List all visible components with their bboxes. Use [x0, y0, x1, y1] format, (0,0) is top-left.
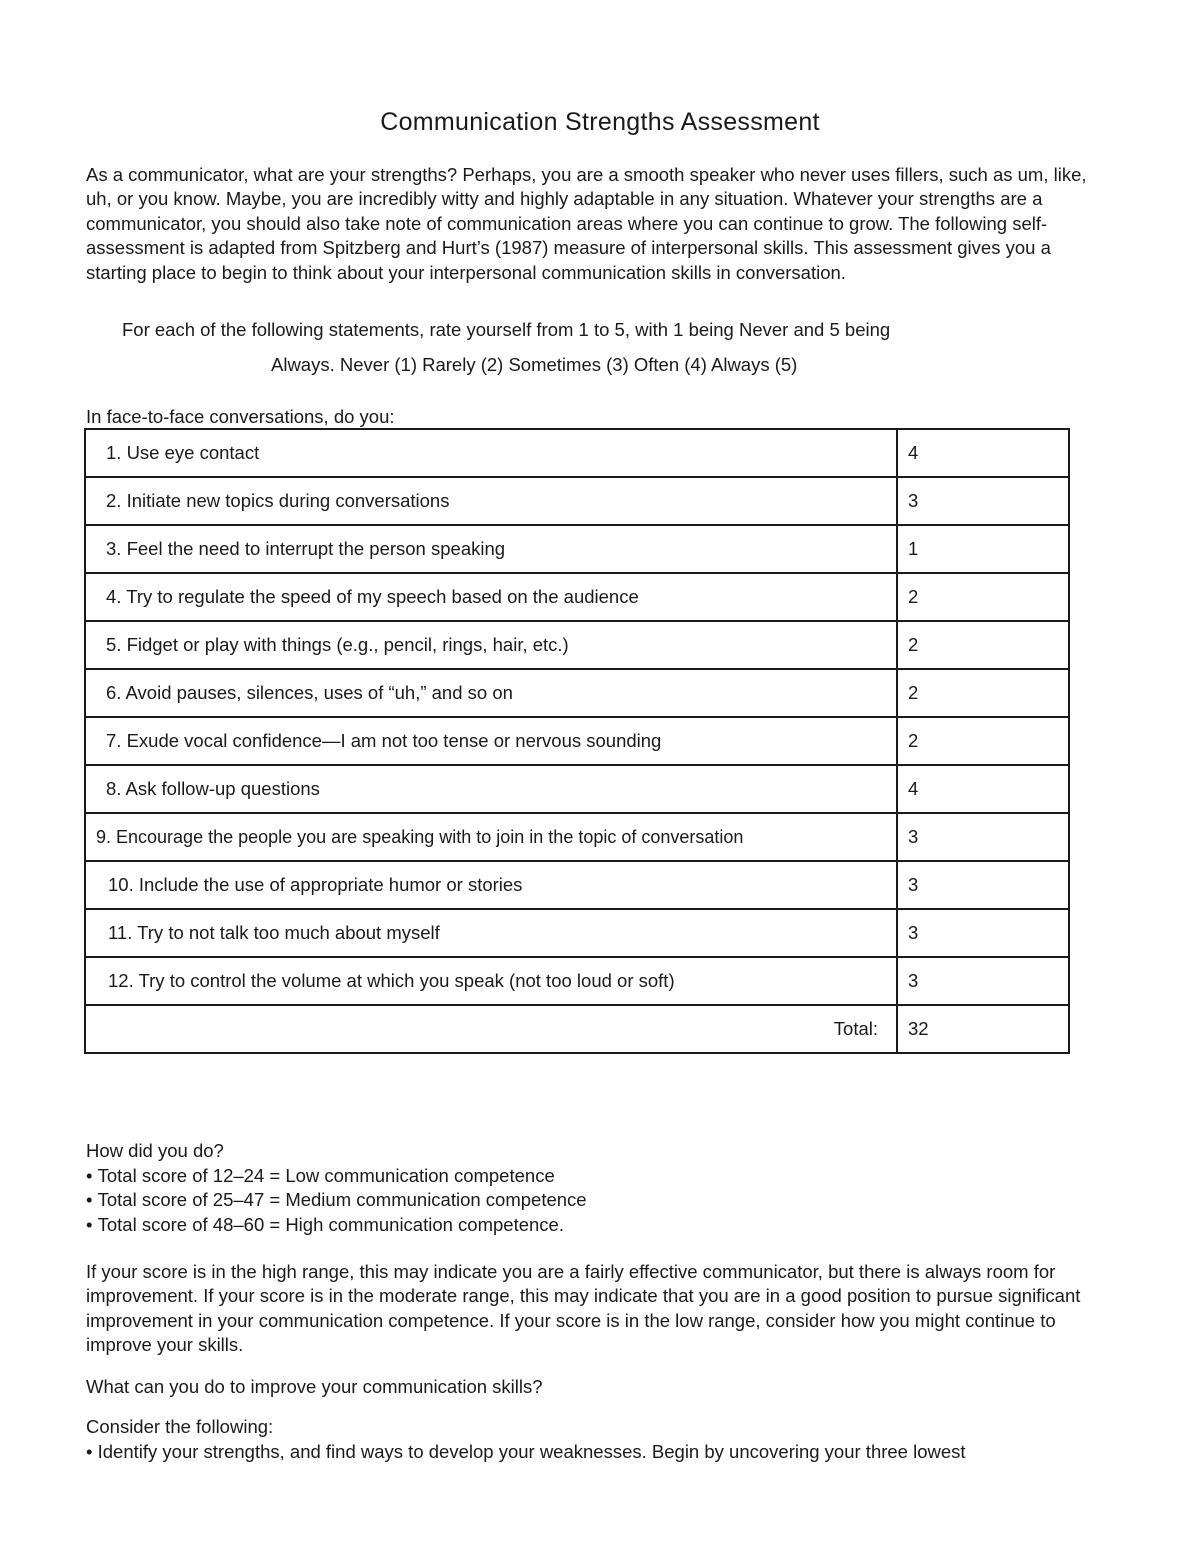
statement-cell: 6. Avoid pauses, silences, uses of “uh,” and so on: [85, 669, 897, 717]
list-item: • Identify your strengths, and find ways to develop your weaknesses. Begin by uncovering your three lowest: [86, 1440, 966, 1464]
table-row: [85, 717, 1069, 765]
statement-cell: 12. Try to control the volume at which you speak (not too loud or soft): [85, 957, 897, 1005]
statement-cell: 9. Encourage the people you are speaking with to join in the topic of conversation: [85, 813, 897, 861]
table-row: [85, 861, 1069, 909]
list-item: • Total score of 12–24 = Low communication competence: [86, 1164, 587, 1188]
table-row: [85, 813, 1069, 861]
table-row: [85, 621, 1069, 669]
statement-cell: 5. Fidget or play with things (e.g., pencil, rings, hair, etc.): [85, 621, 897, 669]
score-cell: 3: [897, 477, 1069, 525]
consider-heading: Consider the following:: [86, 1416, 274, 1437]
closing-paragraph: If your score is in the high range, this may indicate you are a fairly effective communicator, but there is always room for improvement. If your score is in the moderate range, this may indicate that you are in a good position to pursue significant improvement in your communication competence. If your score is in the low range, consider how you might continue to improve your skills.: [86, 1261, 1081, 1356]
table-row: [85, 765, 1069, 813]
instructions-line-1: For each of the following statements, rate yourself from 1 to 5, with 1 being Never and 5 being: [122, 319, 891, 340]
statement-cell: 2. Initiate new topics during conversations: [85, 477, 897, 525]
table-row: [85, 909, 1069, 957]
table-row: [85, 957, 1069, 1005]
consider-list: [86, 1440, 966, 1464]
score-cell: 4: [897, 429, 1069, 477]
table-row: [85, 429, 1069, 477]
score-cell: 3: [897, 957, 1069, 1005]
total-value: 32: [897, 1005, 1069, 1053]
list-item: • Total score of 48–60 = High communication competence.: [86, 1213, 587, 1237]
score-cell: 3: [897, 861, 1069, 909]
results-heading: How did you do?: [86, 1140, 224, 1161]
score-cell: 2: [897, 717, 1069, 765]
assessment-table: [84, 428, 1070, 1054]
score-cell: 2: [897, 669, 1069, 717]
statement-cell: 11. Try to not talk too much about myself: [85, 909, 897, 957]
instructions-line-2: Always. Never (1) Rarely (2) Sometimes (3) Often (4) Always (5): [271, 354, 798, 375]
statement-cell: 10. Include the use of appropriate humor or stories: [85, 861, 897, 909]
score-cell: 3: [897, 909, 1069, 957]
table-row: [85, 573, 1069, 621]
improve-question: What can you do to improve your communication skills?: [86, 1376, 543, 1397]
score-ranges-list: [86, 1164, 587, 1237]
statement-cell: 1. Use eye contact: [85, 429, 897, 477]
table-row: [85, 525, 1069, 573]
statement-cell: 3. Feel the need to interrupt the person speaking: [85, 525, 897, 573]
score-cell: 4: [897, 765, 1069, 813]
table-row: [85, 477, 1069, 525]
statement-cell: 7. Exude vocal confidence—I am not too tense or nervous sounding: [85, 717, 897, 765]
table-lead-text: In face-to-face conversations, do you:: [86, 406, 395, 427]
score-cell: 1: [897, 525, 1069, 573]
list-item: • Total score of 25–47 = Medium communication competence: [86, 1188, 587, 1212]
score-cell: 2: [897, 621, 1069, 669]
statement-cell: 8. Ask follow-up questions: [85, 765, 897, 813]
page-title: Communication Strengths Assessment: [380, 108, 820, 136]
score-cell: 3: [897, 813, 1069, 861]
table-row: [85, 669, 1069, 717]
intro-paragraph: As a communicator, what are your strengths? Perhaps, you are a smooth speaker who never uses fillers, such as um, like, uh, or you know. Maybe, you are incredibly witty and highly adaptable in any situation. Whatever your strengths are a communicator, you should also take note of communication areas where you can continue to grow. The following self-assessment is adapted from Spitzberg and Hurt’s (1987) measure of interpersonal skills. This assessment gives you a starting place to begin to think about your interpersonal communication skills in conversation.: [86, 164, 1087, 283]
score-cell: 2: [897, 573, 1069, 621]
statement-cell: 4. Try to regulate the speed of my speech based on the audience: [85, 573, 897, 621]
total-row: [85, 1005, 1069, 1053]
total-label: Total:: [85, 1005, 897, 1053]
